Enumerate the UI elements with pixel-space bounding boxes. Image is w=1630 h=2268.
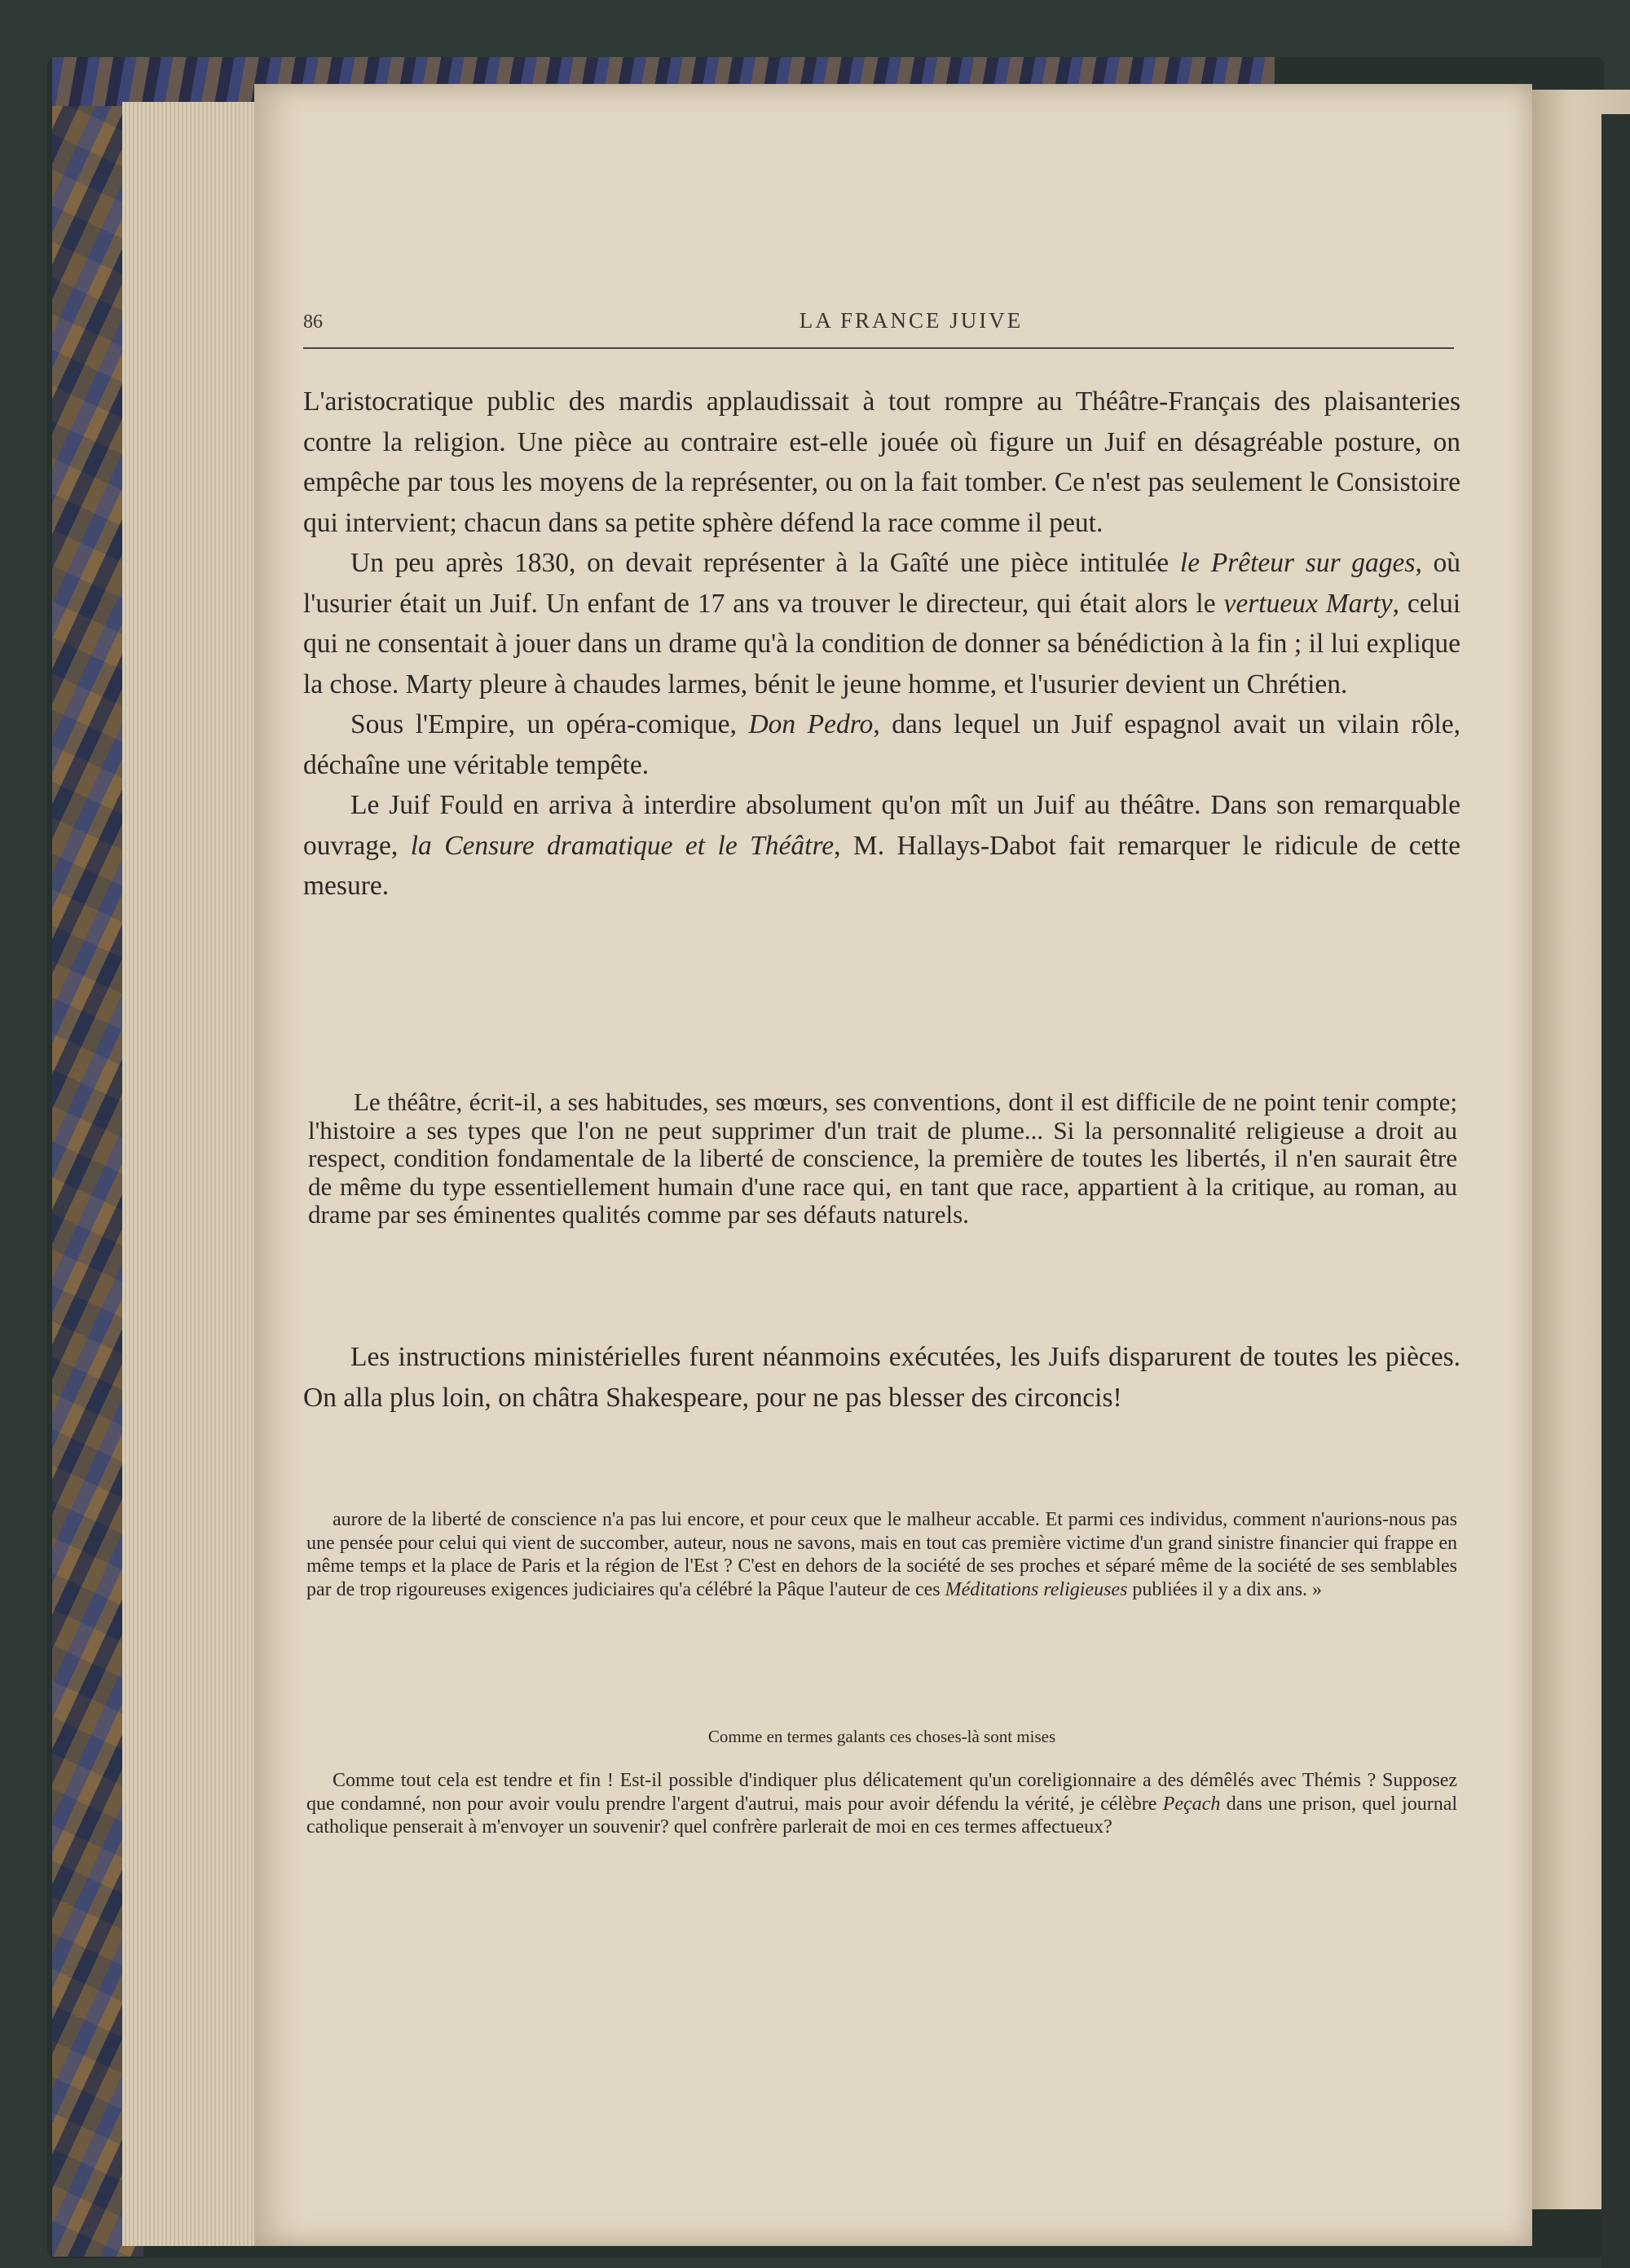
footnote-paragraph-2: Comme tout cela est tendre et fin ! Est-il possible d'indiquer plus délicatement qu'un coreligionnaire a des démêlés avec Thémis ? Supposez que condamné, non pour avoir voulu prendre l'argent d'autrui, mais pour avoir défendu la vérité, je célèbre Peçach dans une prison, quel journal catholique penserait à m'envoyer un souvenir? quel confrère parlerait de moi en ces termes affectueux? <box>306 1770 1458 1838</box>
header-rule <box>303 347 1454 349</box>
paragraph-1: L'aristocratique public des mardis applaudissait à tout rompre au Théâtre-Français des plaisanteries contre la religion. Une pièce au contraire est-elle jouée où figure un Juif en désagréable posture, on empêche par tous les moyens de la représenter, ou on la fait tomber. Ce n'est pas seulement le Consistoire qui intervient; chacun dans sa petite sphère défend la race comme il peut. <box>303 386 1460 538</box>
main-text-block-1 <box>303 382 1460 907</box>
running-title: LA FRANCE JUIVE <box>799 308 1024 333</box>
paragraph-4: Le Juif Fould en arriva à interdire absolument qu'on mît un Juif au théâtre. Dans son remarquable ouvrage, la Censure dramatique et le Théâtre, M. Hallays-Dabot fait remarquer le ridicule de cette mesure. <box>303 790 1461 901</box>
footnote-1 <box>306 1508 1457 1602</box>
work-title: Don Pedro <box>748 709 874 739</box>
quote-text: Le théâtre, écrit-il, a ses habitudes, ses mœurs, ses conventions, dont il est difficile de ne point tenir compte; l'histoire a ses types que l'on ne peut supprimer d'un trait de plume... Si la personnalité religieuse a droit au respect, condition fondamentale de la liberté de conscience, la première de toutes les libertés, il n'en saurait être de même du type essentiellement humain d'une race qui, en tant que race, appartient à la critique, au roman, au drame par ses éminentes qualités comme par ses défauts naturels. <box>308 1088 1457 1229</box>
footnote-paragraph-1: aurore de la liberté de conscience n'a pas lui encore, et pour ceux que le malheur accable. Et parmi ces individus, comment n'aurions-nous pas une pensée pour celui qui vient de succomber, auteur, nous ne savons, mais en tout cas première victime d'un grand sinistre financier qui frappe en même temps et la place de Paris et la région de l'Est ? C'est en dehors de la société de ses proches et séparé même de la société de ses semblables par de trop rigoureuses exigences judiciaires qu'a célébré la Pâque l'auteur de ces Méditations religieuses publiées il y a dix ans. » <box>306 1509 1457 1601</box>
block-quote <box>308 1088 1457 1229</box>
cover-right <box>1601 114 1630 2268</box>
footnote-2 <box>306 1769 1457 1839</box>
paragraph-3: Sous l'Empire, un opéra-comique, Don Pedro, dans lequel un Juif espagnol avait un vilain rôle, déchaîne une véritable tempête. <box>303 709 1461 780</box>
page-number: 86 <box>303 311 323 333</box>
footnote-word: Peçach <box>1162 1793 1221 1815</box>
running-head <box>303 308 1454 341</box>
footnote-title: Méditations religieuses <box>945 1579 1128 1601</box>
work-title: la Censure dramatique et le Théâtre <box>410 830 835 861</box>
paragraph-5: Les instructions ministérielles furent néanmoins exécutées, les Juifs disparurent de toutes les pièces. On alla plus loin, on châtra Shakespeare, pour ne pas blesser des circoncis! <box>303 1342 1460 1413</box>
paragraph-2: Un peu après 1830, on devait représenter à la Gaîté une pièce intitulée le Prêteur sur gages, où l'usurier était un Juif. Un enfant de 17 ans va trouver le directeur, qui était alors le vertueux Marty, celui qui ne consentait à jouer dans un drame qu'à la condition de donner sa bénédiction à la fin ; il lui explique la chose. Marty pleure à chaudes larmes, bénit le jeune homme, et l'usurier devient un Chrétien. <box>303 548 1461 699</box>
work-title: le Prêteur sur gages <box>1179 548 1416 578</box>
page-block-edges <box>122 102 269 2246</box>
main-text-block-2 <box>303 1337 1460 1418</box>
epithet: vertueux Marty <box>1223 588 1393 619</box>
footnote-centered-line: Comme en termes galants ces choses-là sont mises <box>707 1727 1056 1746</box>
